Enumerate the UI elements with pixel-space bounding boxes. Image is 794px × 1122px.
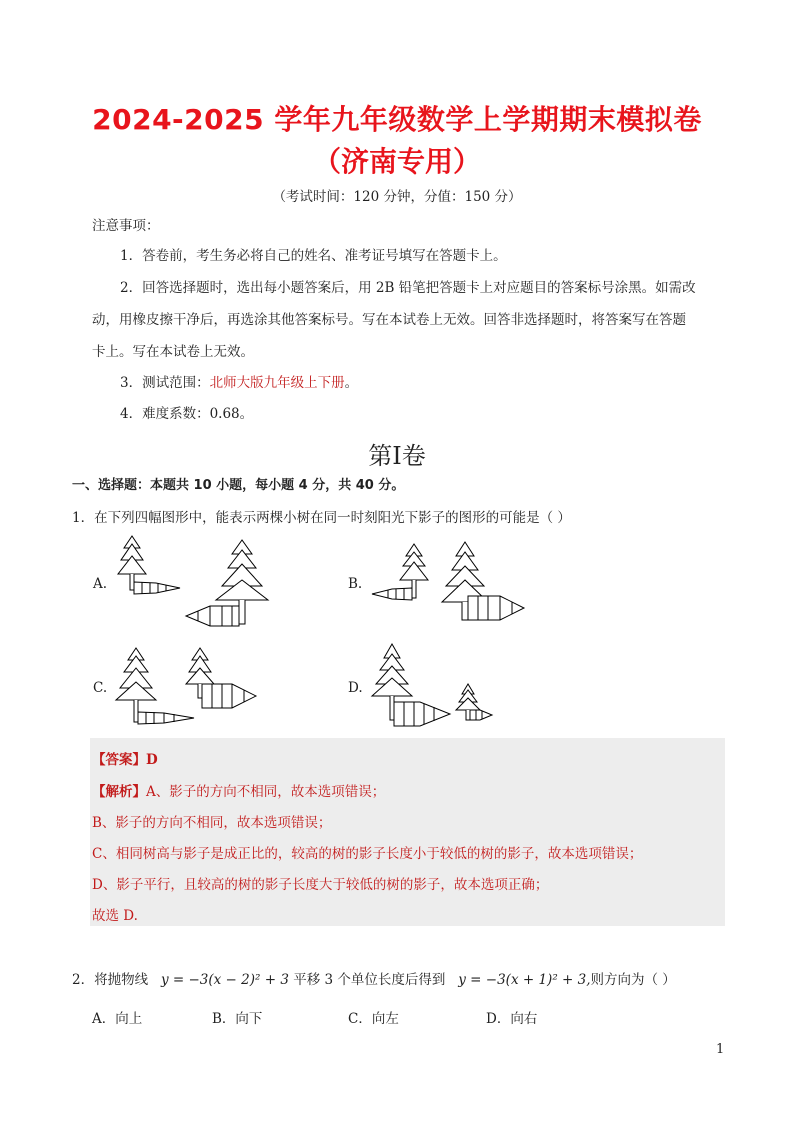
q1-option-a-label: A.	[93, 576, 108, 592]
notes-item-4: 4．难度系数：0.68。	[120, 406, 254, 422]
small-tree-shadow	[372, 588, 412, 600]
notes-item-3	[120, 373, 358, 393]
question-1-stem: 1．在下列四幅图形中，能表示两棵小树在同一时刻阳光下影子的图形的可能是（ ）	[72, 510, 571, 526]
q2-option-c: C．向左	[348, 1011, 399, 1027]
answer-box	[90, 738, 725, 926]
notes-heading: 注意事项：	[92, 218, 160, 234]
tall-tree-shadow	[468, 596, 524, 620]
q2-formula-2: y = −3(x + 1)² + 3,	[458, 972, 591, 988]
notes-item-2-line-3: 卡上。写在本试卷上无效。	[92, 344, 254, 360]
q2-option-b: B．向下	[212, 1011, 263, 1027]
notes-item-1: 1．答卷前，考生务必将自己的姓名、准考证号填写在答题卡上。	[120, 248, 507, 264]
question-2-stem	[72, 970, 676, 990]
volume-title: 第Ⅰ卷	[368, 442, 426, 470]
notes-item-3-suffix: 。	[344, 375, 359, 391]
tall-tree-shadow	[138, 712, 194, 724]
analysis-line-4: D、影子平行，且较高的树的影子长度大于较低的树的影子，故本选项正确；	[92, 877, 549, 893]
notes-item-2-line-2: 动，用橡皮擦干净后，再选涂其他答案标号。写在本试卷上无效。回答非选择题时，将答案写在答题	[92, 312, 686, 328]
q1-option-b-label: B.	[348, 576, 363, 592]
page-number: 1	[716, 1042, 725, 1057]
q2-formula-1: y = −3(x − 2)² + 3	[160, 972, 289, 988]
test-scope: 北师大版九年级上下册	[209, 375, 345, 391]
tall-tree-shadow	[394, 702, 450, 726]
analysis-label: 【解析】	[92, 784, 146, 800]
q2-stem-suffix: 则方向为（ ）	[590, 972, 676, 988]
q1-option-c-label: C.	[93, 680, 108, 696]
q1-option-a-figure	[110, 534, 310, 630]
tall-tree-shadow	[186, 606, 239, 626]
q1-option-c-figure	[112, 644, 312, 734]
q2-stem-middle: 平移 3 个单位长度后得到	[293, 972, 446, 988]
exam-region: （济南专用）	[312, 145, 481, 178]
analysis-line-3: C、相同树高与影子是成正比的，较高的树的影子长度小于较低的树的影子，故本选项错误；	[92, 846, 643, 862]
analysis-line-2: B、影子的方向不相同，故本选项错误；	[92, 815, 332, 831]
q1-option-d-label: D.	[348, 680, 363, 696]
analysis-line-1	[92, 780, 385, 800]
notes-item-3-prefix: 3．测试范围：	[120, 375, 210, 391]
analysis-first: A、影子的方向不相同，故本选项错误；	[146, 784, 386, 800]
q2-stem-prefix: 2．将抛物线	[72, 972, 149, 988]
small-tree-shadow	[202, 684, 256, 708]
notes-item-2-line-1: 2．回答选择题时，选出每小题答案后，用 2B 铅笔把答题卡上对应题目的答案标号涂黑。如需改	[120, 280, 696, 296]
exam-title: 2024-2025 学年九年级数学上学期期末模拟卷	[92, 103, 702, 136]
analysis-line-5: 故选 D.	[92, 908, 138, 924]
tall-tree	[116, 648, 156, 722]
q2-option-d: D．向右	[486, 1011, 538, 1027]
q1-option-b-figure	[370, 540, 540, 630]
section-heading: 一、选择题：本题共 10 小题，每小题 4 分，共 40 分。	[72, 478, 405, 493]
q2-option-a: A．向上	[92, 1011, 143, 1027]
answer-line	[92, 748, 158, 768]
exam-info: （考试时间：120 分钟，分值：150 分）	[272, 189, 522, 205]
answer-text: 【答案】D	[92, 752, 158, 768]
small-tree-shadow	[470, 710, 492, 720]
q1-option-d-figure	[368, 644, 518, 734]
small-tree-shadow	[134, 582, 180, 594]
